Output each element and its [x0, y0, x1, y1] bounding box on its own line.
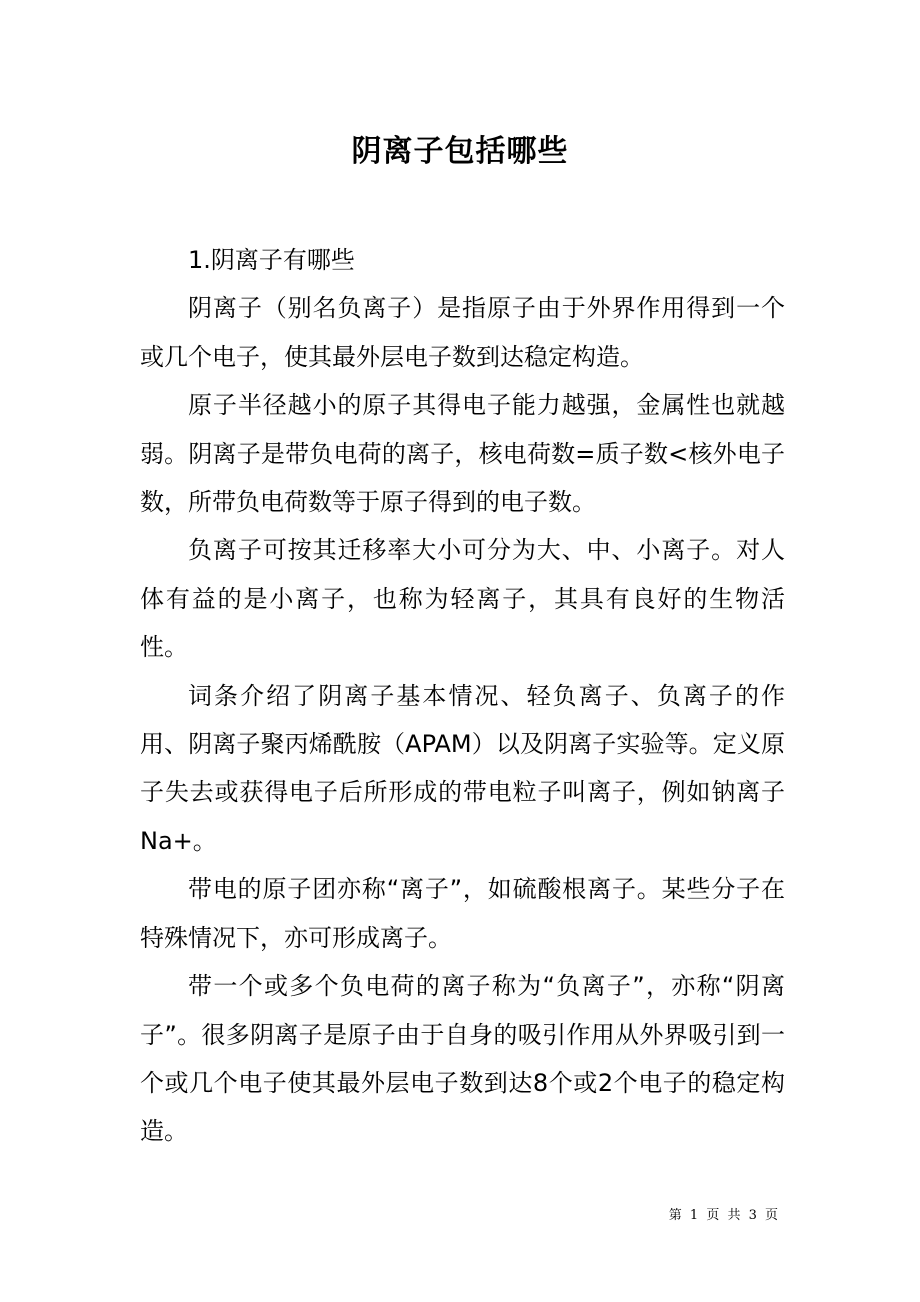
document-body	[140, 236, 785, 1156]
paragraph: 原子半径越小的原子其得电子能力越强，金属性也就越弱。阴离子是带负电荷的离子，核电荷数=质子数<核外电子数，所带负电荷数等于原子得到的电子数。	[140, 391, 785, 517]
paragraph: 词条介绍了阴离子基本情况、轻负离子、负离子的作用、阴离子聚丙烯酰胺（APAM）以及阴离子实验等。定义原子失去或获得电子后所形成的带电粒子叫离子，例如钠离子 Na+。	[140, 681, 785, 855]
page-footer: 第 1 页 共 3 页	[668, 1208, 780, 1223]
paragraph: 阴离子（别名负离子）是指原子由于外界作用得到一个或几个电子，使其最外层电子数到达稳定构造。	[140, 294, 785, 371]
paragraph: 带电的原子团亦称“离子”，如硫酸根离子。某些分子在特殊情况下，亦可形成离子。	[140, 875, 785, 952]
paragraph-heading: 1.阴离子有哪些	[188, 246, 355, 274]
document-title: 阴离子包括哪些	[351, 134, 569, 169]
paragraph: 带一个或多个负电荷的离子称为“负离子”，亦称“阴离子”。很多阴离子是原子由于自身的吸引作用从外界吸引到一个或几个电子使其最外层电子数到达8个或2个电子的稳定构造。	[140, 972, 785, 1146]
paragraph: 负离子可按其迁移率大小可分为大、中、小离子。对人体有益的是小离子，也称为轻离子，其具有良好的生物活性。	[140, 536, 785, 662]
